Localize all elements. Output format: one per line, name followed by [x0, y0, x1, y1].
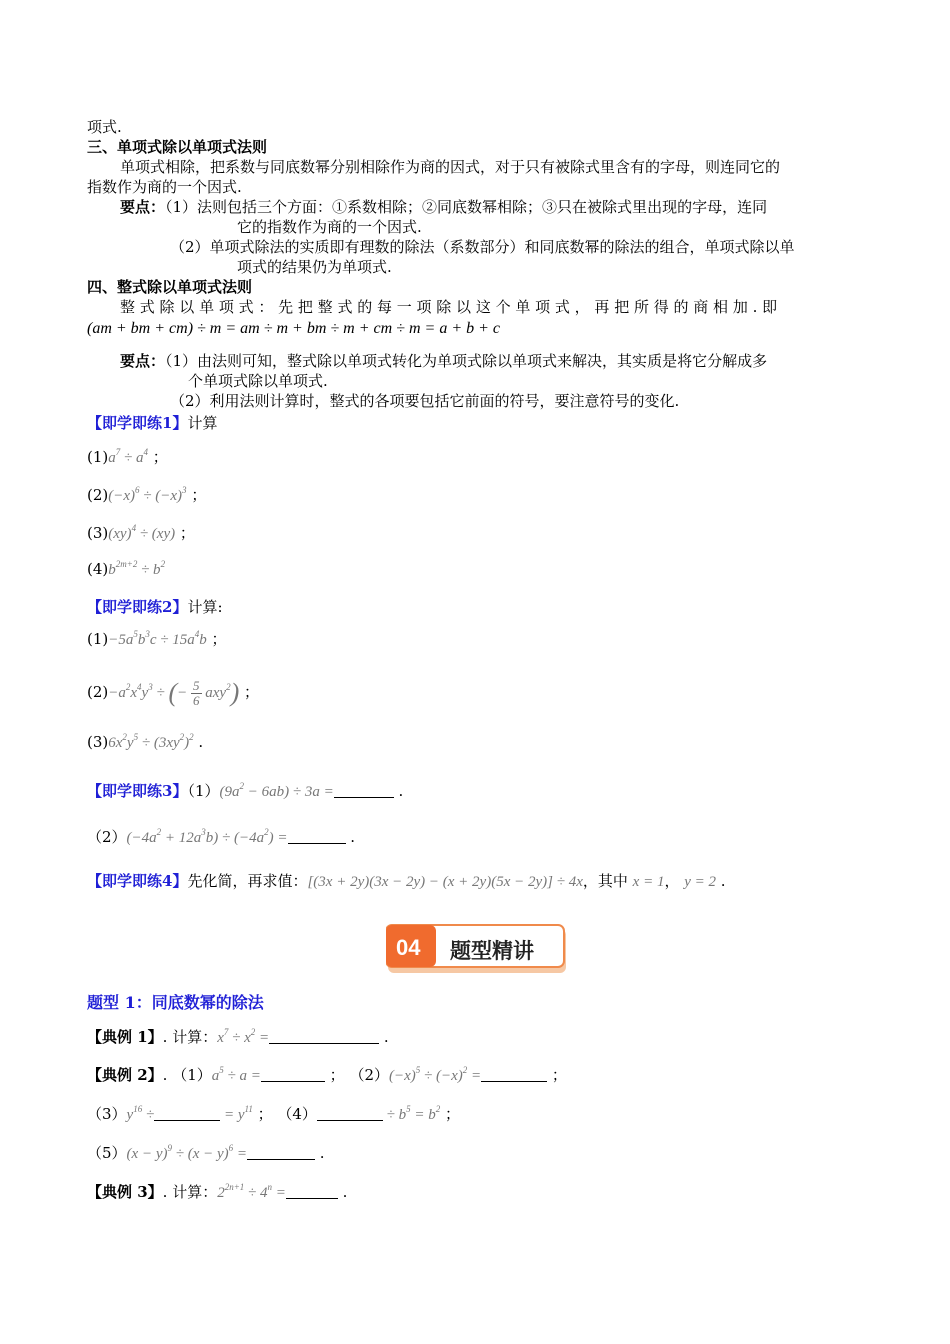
example2-row1: 【典例 2】. $(1)a^5 \div a$ = ； $(2)(-x)^5 \div (-x)^2$ = ；: [87, 1065, 567, 1084]
practice3-part2: $(2)(-4a^2 + 12a^3b) \div (-4a^2)$ = .: [87, 827, 356, 846]
practice1-heading: 【即学即练1】计算: [87, 414, 218, 432]
practice2-item3: $(3)6x^2y^5 \div (3xy^2)^2$ .: [87, 732, 204, 751]
section3-key-point1: 要点：（1）法则包括三个方面：①系数相除；②同底数幂相除；③只在被除式里出现的字母，连同: [120, 198, 768, 216]
practice1-item4: $(4)b^{2m+2} \div b^2$: [87, 559, 166, 578]
practice1-item1: $(1)a^7 \div a^4$ ；: [87, 447, 168, 466]
example2-blank5[interactable]: [247, 1145, 315, 1160]
practice2-item1: $(1)-5a^5b^3c \div 15a^4b$ ；: [87, 629, 227, 648]
example2-blank4[interactable]: [317, 1106, 383, 1121]
section-banner: [386, 927, 568, 975]
example2-blank1[interactable]: [261, 1067, 325, 1082]
banner-title: 题型精讲: [450, 939, 534, 963]
example2-row2: $(3)y^{16}$ ÷ = $y^{11}$ ； $(4) \div b^5 = b^2$ ；: [87, 1104, 461, 1123]
practice2-item2: $(2)-a^2x^4y^3$ ÷ (− $\frac{5}{6}$ axy$^2$) ；: [87, 678, 260, 709]
section4-key-point2: （2）利用法则计算时，整式的各项要包括它前面的符号，要注意符号的变化.: [170, 392, 680, 410]
example3: 【典例 3】. 计算：$2^{2n+1} \div 4^n$ = .: [87, 1182, 348, 1201]
example2-blank2[interactable]: [481, 1067, 547, 1082]
example3-blank[interactable]: [286, 1184, 338, 1199]
section4-title: 四、整式除以单项式法则: [87, 278, 253, 296]
type1-title: 题型 1：同底数幂的除法: [87, 993, 264, 1012]
section4-key-point1-cont: 个单项式除以单项式.: [188, 372, 328, 390]
practice3-answer1-blank[interactable]: [334, 783, 394, 798]
example2-row3: $(5)(x - y)^9 \div (x - y)^6$ = .: [87, 1143, 325, 1162]
section3-para-line1: 单项式相除，把系数与同底数幂分别相除作为商的因式，对于只有被除式里含有的字母，则连同它的: [120, 158, 781, 176]
example1: 【典例 1】. 计算：$x^7 \div x^2$ = .: [87, 1027, 389, 1046]
example2-blank3[interactable]: [154, 1106, 220, 1121]
intro-tail: 项式.: [87, 118, 122, 136]
example1-blank[interactable]: [269, 1029, 379, 1044]
practice1-item3: (3)(xy)$^4$ ÷ (xy) ；: [87, 523, 195, 542]
section3-title: 三、单项式除以单项式法则: [87, 138, 268, 156]
practice4: 【即学即练4】先化简，再求值：[(3x + 2y)(3x − 2y) − (x + 2y)(5x − 2y)] ÷ 4x，其中 x = 1， y = 2 .: [87, 872, 726, 890]
practice2-heading: 【即学即练2】计算:: [87, 598, 223, 616]
section3-key-point2-cont: 项式的结果仍为单项式.: [237, 258, 392, 276]
section3-key-point1-cont: 它的指数作为商的一个因式.: [237, 218, 422, 236]
section3-key-point2: （2）单项式除法的实质即有理数的除法（系数部分）和同底数幂的除法的组合，单项式除以单: [170, 238, 795, 256]
banner-number: 04: [396, 935, 421, 960]
practice3-answer2-blank[interactable]: [288, 829, 346, 844]
practice1-item2: $(2)(-x)^6 \div (-x)^3$ ；: [87, 485, 207, 504]
practice3-part1: 【即学即练3】$(1)(9a^2 - 6ab) \div 3a$ = .: [87, 781, 404, 800]
section3-para-line2: 指数作为商的一个因式.: [87, 178, 242, 196]
section4-key-point1: 要点：（1）由法则可知，整式除以单项式转化为单项式除以单项式来解决，其实质是将它分解成多: [120, 352, 768, 370]
section4-para: 整 式 除 以 单 项 式 ： 先 把 整 式 的 每 一 项 除 以 这 个 单 项 式 ， 再 把 所 得 的 商 相 加 . 即: [120, 298, 778, 316]
section4-formula: (am + bm + cm) ÷ m = am ÷ m + bm ÷ m + cm ÷ m = a + b + c: [87, 320, 501, 337]
